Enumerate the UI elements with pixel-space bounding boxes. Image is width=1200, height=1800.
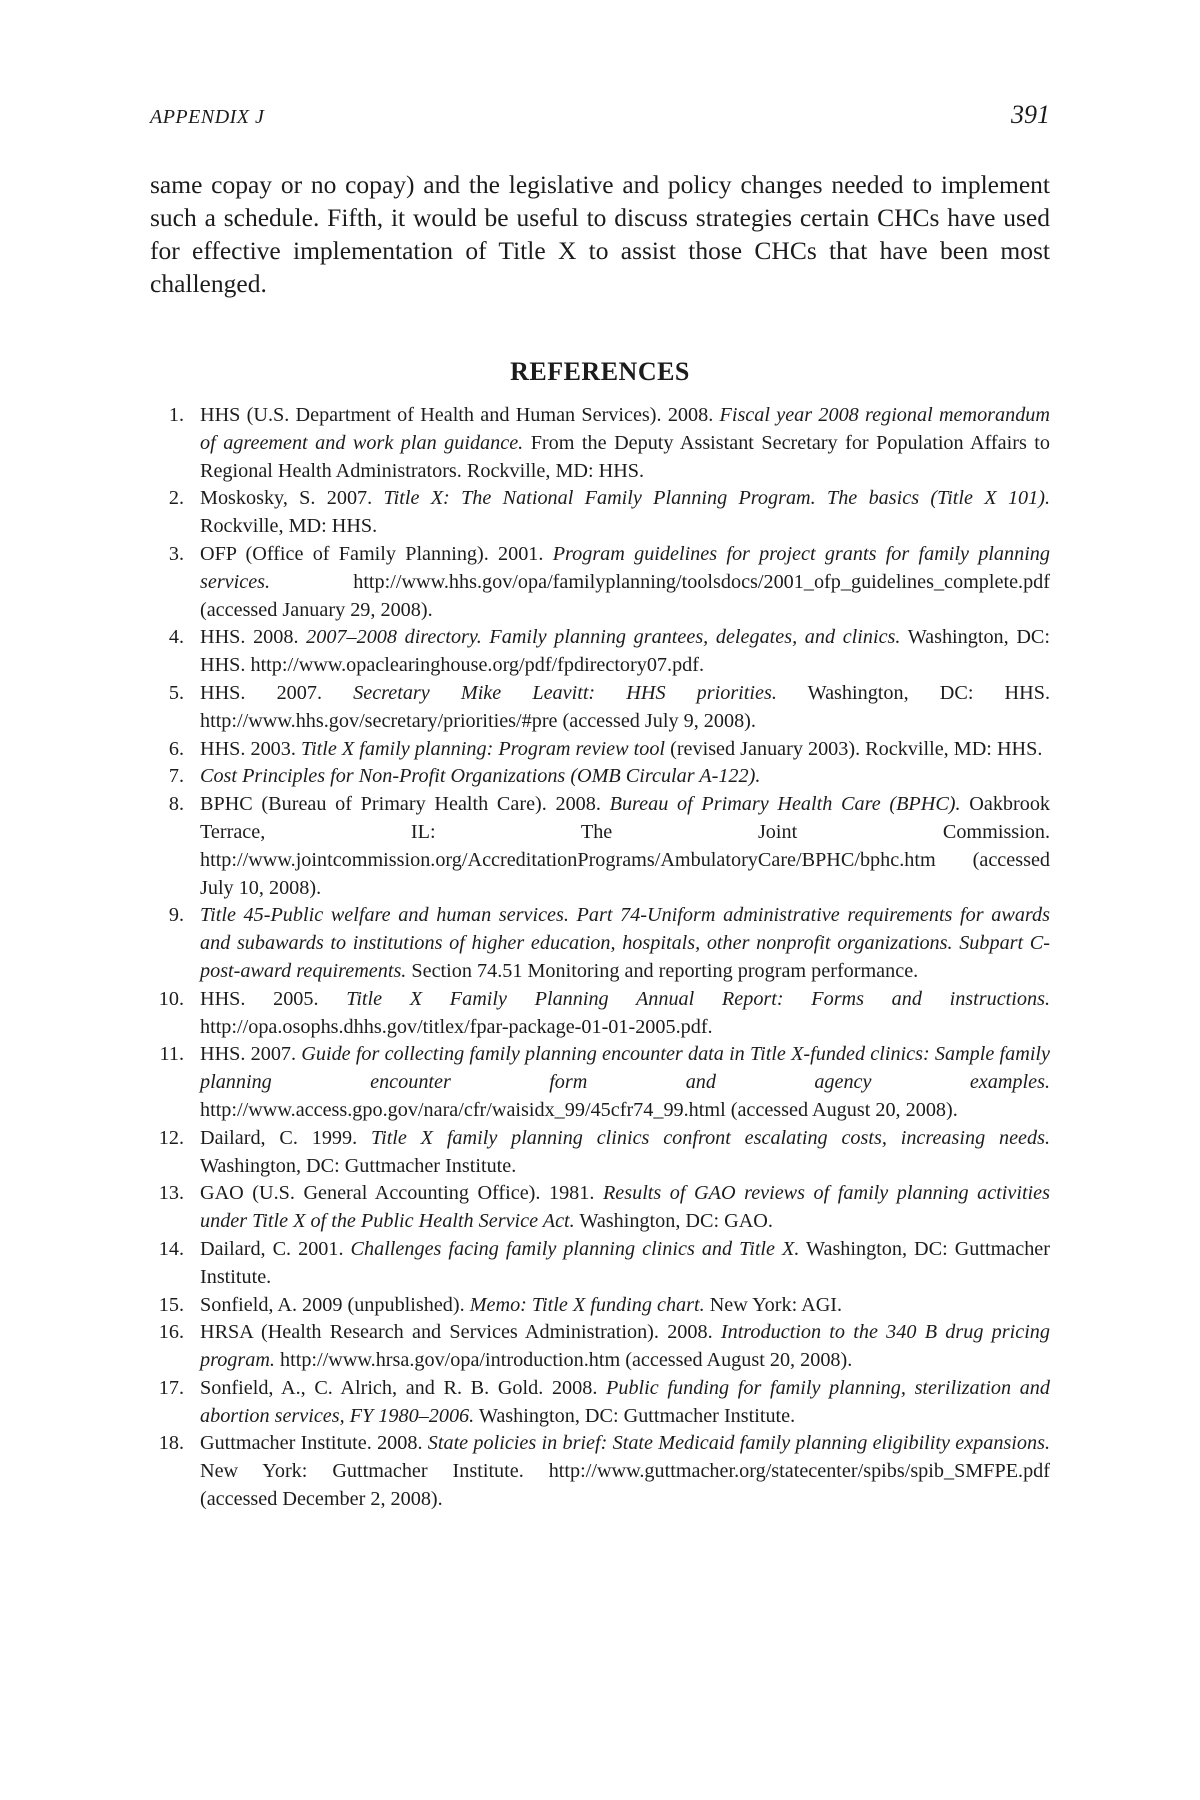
reference-title: Secretary Mike Leavitt: HHS priorities. [353,681,777,704]
reference-source: Section 74.51 Monitoring and reporting program performance. [406,959,919,982]
reference-number: 17. [158,1376,184,1399]
reference-title: 2007–2008 directory. Family planning grantees, delegates, and clinics. [306,626,901,649]
reference-title: Results of GAO reviews of family planning activities under Title X of the Public Health Service Act. [200,1182,1050,1233]
reference-source: http://www.hrsa.gov/opa/introduction.htm (accessed August 20, 2008). [274,1349,853,1372]
reference-number: 14. [158,1237,184,1260]
reference-source: Oakbrook Terrace, IL: The Joint Commission. http://www.jointcommission.org/AccreditationPrograms/AmbulatoryCare/BPHC/bphc.htm (accessed July 10, 2008). [200,793,1051,899]
section-title: APPENDIX J [150,106,265,128]
reference-authors: BPHC (Bureau of Primary Health Care). 2008. [200,793,610,816]
reference-item [150,736,1050,764]
reference-title: Introduction to the 340 B drug pricing program. [200,1321,1050,1372]
reference-number: 2. [168,487,184,510]
reference-authors: Dailard, C. 1999. [200,1126,371,1149]
reference-number: 5. [168,681,184,704]
reference-item [150,791,1050,902]
reference-authors: Sonfield, A. 2009 (unpublished). [200,1293,470,1316]
reference-number: 13. [158,1182,184,1205]
reference-item [150,1375,1050,1431]
reference-item [150,902,1050,985]
reference-item [150,1180,1050,1236]
reference-authors: HHS. 2008. [200,626,307,649]
reference-number: 6. [168,737,184,760]
reference-title: Program guidelines for project grants for family planning services. [200,542,1050,593]
reference-number: 15. [158,1293,184,1316]
document-page [150,100,1050,1514]
reference-number: 4. [168,626,184,649]
reference-authors: HHS. 2003. [200,737,301,760]
reference-authors: Guttmacher Institute. 2008. [200,1432,428,1455]
reference-number: 18. [158,1432,184,1455]
reference-source: http://opa.osophs.dhhs.gov/titlex/fpar-package-01-01-2005.pdf. [200,1015,713,1038]
reference-source: Washington, DC: Guttmacher Institute. [474,1404,796,1427]
reference-source: New York: Guttmacher Institute. http://www.guttmacher.org/statecenter/spibs/spib_SMFPE.pdf (accessed December 2, 2008). [200,1460,1050,1511]
running-header [150,100,1050,140]
reference-title: Cost Principles for Non-Profit Organizations (OMB Circular A-122). [200,765,761,788]
reference-number: 12. [158,1126,184,1149]
reference-item [150,1430,1050,1513]
reference-authors: HRSA (Health Research and Services Administration). 2008. [200,1321,721,1344]
reference-number: 16. [158,1321,184,1344]
references-list [150,402,1050,1514]
reference-item [150,1041,1050,1124]
reference-item [150,986,1050,1042]
reference-item [150,1319,1050,1375]
reference-item [150,541,1050,624]
reference-title: Title 45-Public welfare and human services. Part 74-Uniform administrative requirements for awards and subawards to institutions of higher education, hospitals, other nonprofit organizations. Subpart C-post-award requirements. [200,904,1050,982]
reference-number: 3. [168,542,184,565]
reference-title: Title X Family Planning Annual Report: Forms and instructions. [346,987,1050,1010]
reference-source: New York: AGI. [704,1293,843,1316]
reference-title: Fiscal year 2008 regional memorandum of agreement and work plan guidance. [200,404,1050,454]
reference-authors: HHS. 2005. [200,987,347,1010]
reference-source: http://www.hhs.gov/opa/familyplanning/toolsdocs/2001_ofp_guidelines_complete.pdf (accessed January 29, 2008). [200,570,1050,621]
reference-item [150,763,1050,791]
reference-item [150,680,1050,736]
reference-source: Washington, DC: HHS. http://www.opaclearinghouse.org/pdf/fpdirectory07.pdf. [200,626,1050,677]
reference-title: Challenges facing family planning clinics and Title X. [350,1237,800,1260]
reference-item [150,624,1050,680]
reference-item [150,1125,1050,1181]
reference-source: Rockville, MD: HHS. [200,515,378,538]
reference-title: Title X: The National Family Planning Program. The basics (Title X 101). [383,487,1050,510]
reference-source: From the Deputy Assistant Secretary for Population Affairs to Regional Health Administrators. Rockville, MD: HHS. [200,431,1050,482]
references-heading: REFERENCES [510,357,690,386]
reference-number: 9. [168,904,184,927]
reference-number: 7. [168,765,184,788]
reference-title: Guide for collecting family planning encounter data in Title X-funded clinics: Sample family planning encounter form and agency examples. [200,1043,1051,1094]
reference-number: 10. [158,987,184,1010]
reference-authors: HHS (U.S. Department of Health and Human Services). 2008. [200,404,720,426]
reference-authors: GAO (U.S. General Accounting Office). 1981. [200,1182,603,1205]
reference-source: Washington, DC: Guttmacher Institute. [200,1154,517,1177]
reference-title: Title X family planning: Program review tool [300,737,666,760]
reference-item [150,485,1050,541]
reference-item [150,1292,1050,1320]
reference-authors: HHS. 2007. [200,681,354,704]
reference-authors: Dailard, C. 2001. [200,1237,351,1260]
reference-title: Public funding for family planning, sterilization and abortion services, FY 1980–2006. [200,1376,1050,1427]
reference-title: Memo: Title X funding chart. [469,1293,705,1316]
reference-item [150,1236,1050,1292]
reference-number: 11. [159,1043,184,1066]
reference-title: State policies in brief: State Medicaid family planning eligibility expansions. [427,1432,1050,1455]
reference-source: (revised January 2003). Rockville, MD: HHS. [665,737,1043,760]
reference-authors: OFP (Office of Family Planning). 2001. [200,542,553,565]
reference-authors: HHS. 2007. [200,1043,302,1066]
reference-authors: Moskosky, S. 2007. [200,487,384,510]
reference-title: Title X family planning clinics confront escalating costs, increasing needs. [370,1126,1051,1149]
reference-source: Washington, DC: GAO. [574,1210,773,1233]
reference-title: Bureau of Primary Health Care (BPHC). [609,793,961,816]
reference-source: Washington, DC: HHS. http://www.hhs.gov/secretary/priorities/#pre (accessed July 9, 2008). [200,681,1050,732]
reference-item [150,402,1050,485]
reference-source: Washington, DC: Guttmacher Institute. [200,1237,1050,1288]
reference-authors: Sonfield, A., C. Alrich, and R. B. Gold. 2008. [200,1376,607,1399]
page-number: 391 [1011,100,1050,129]
reference-source: http://www.access.gpo.gov/nara/cfr/waisidx_99/45cfr74_99.html (accessed August 20, 2008). [200,1098,958,1121]
reference-number: 1. [168,404,184,426]
body-paragraph: same copay or no copay) and the legislative and policy changes needed to implement such a schedule. Fifth, it would be useful to discuss strategies certain CHCs have used for effective implementation of Title X to assist those CHCs that have been most challenged. [150,170,1050,298]
reference-number: 8. [168,793,184,816]
